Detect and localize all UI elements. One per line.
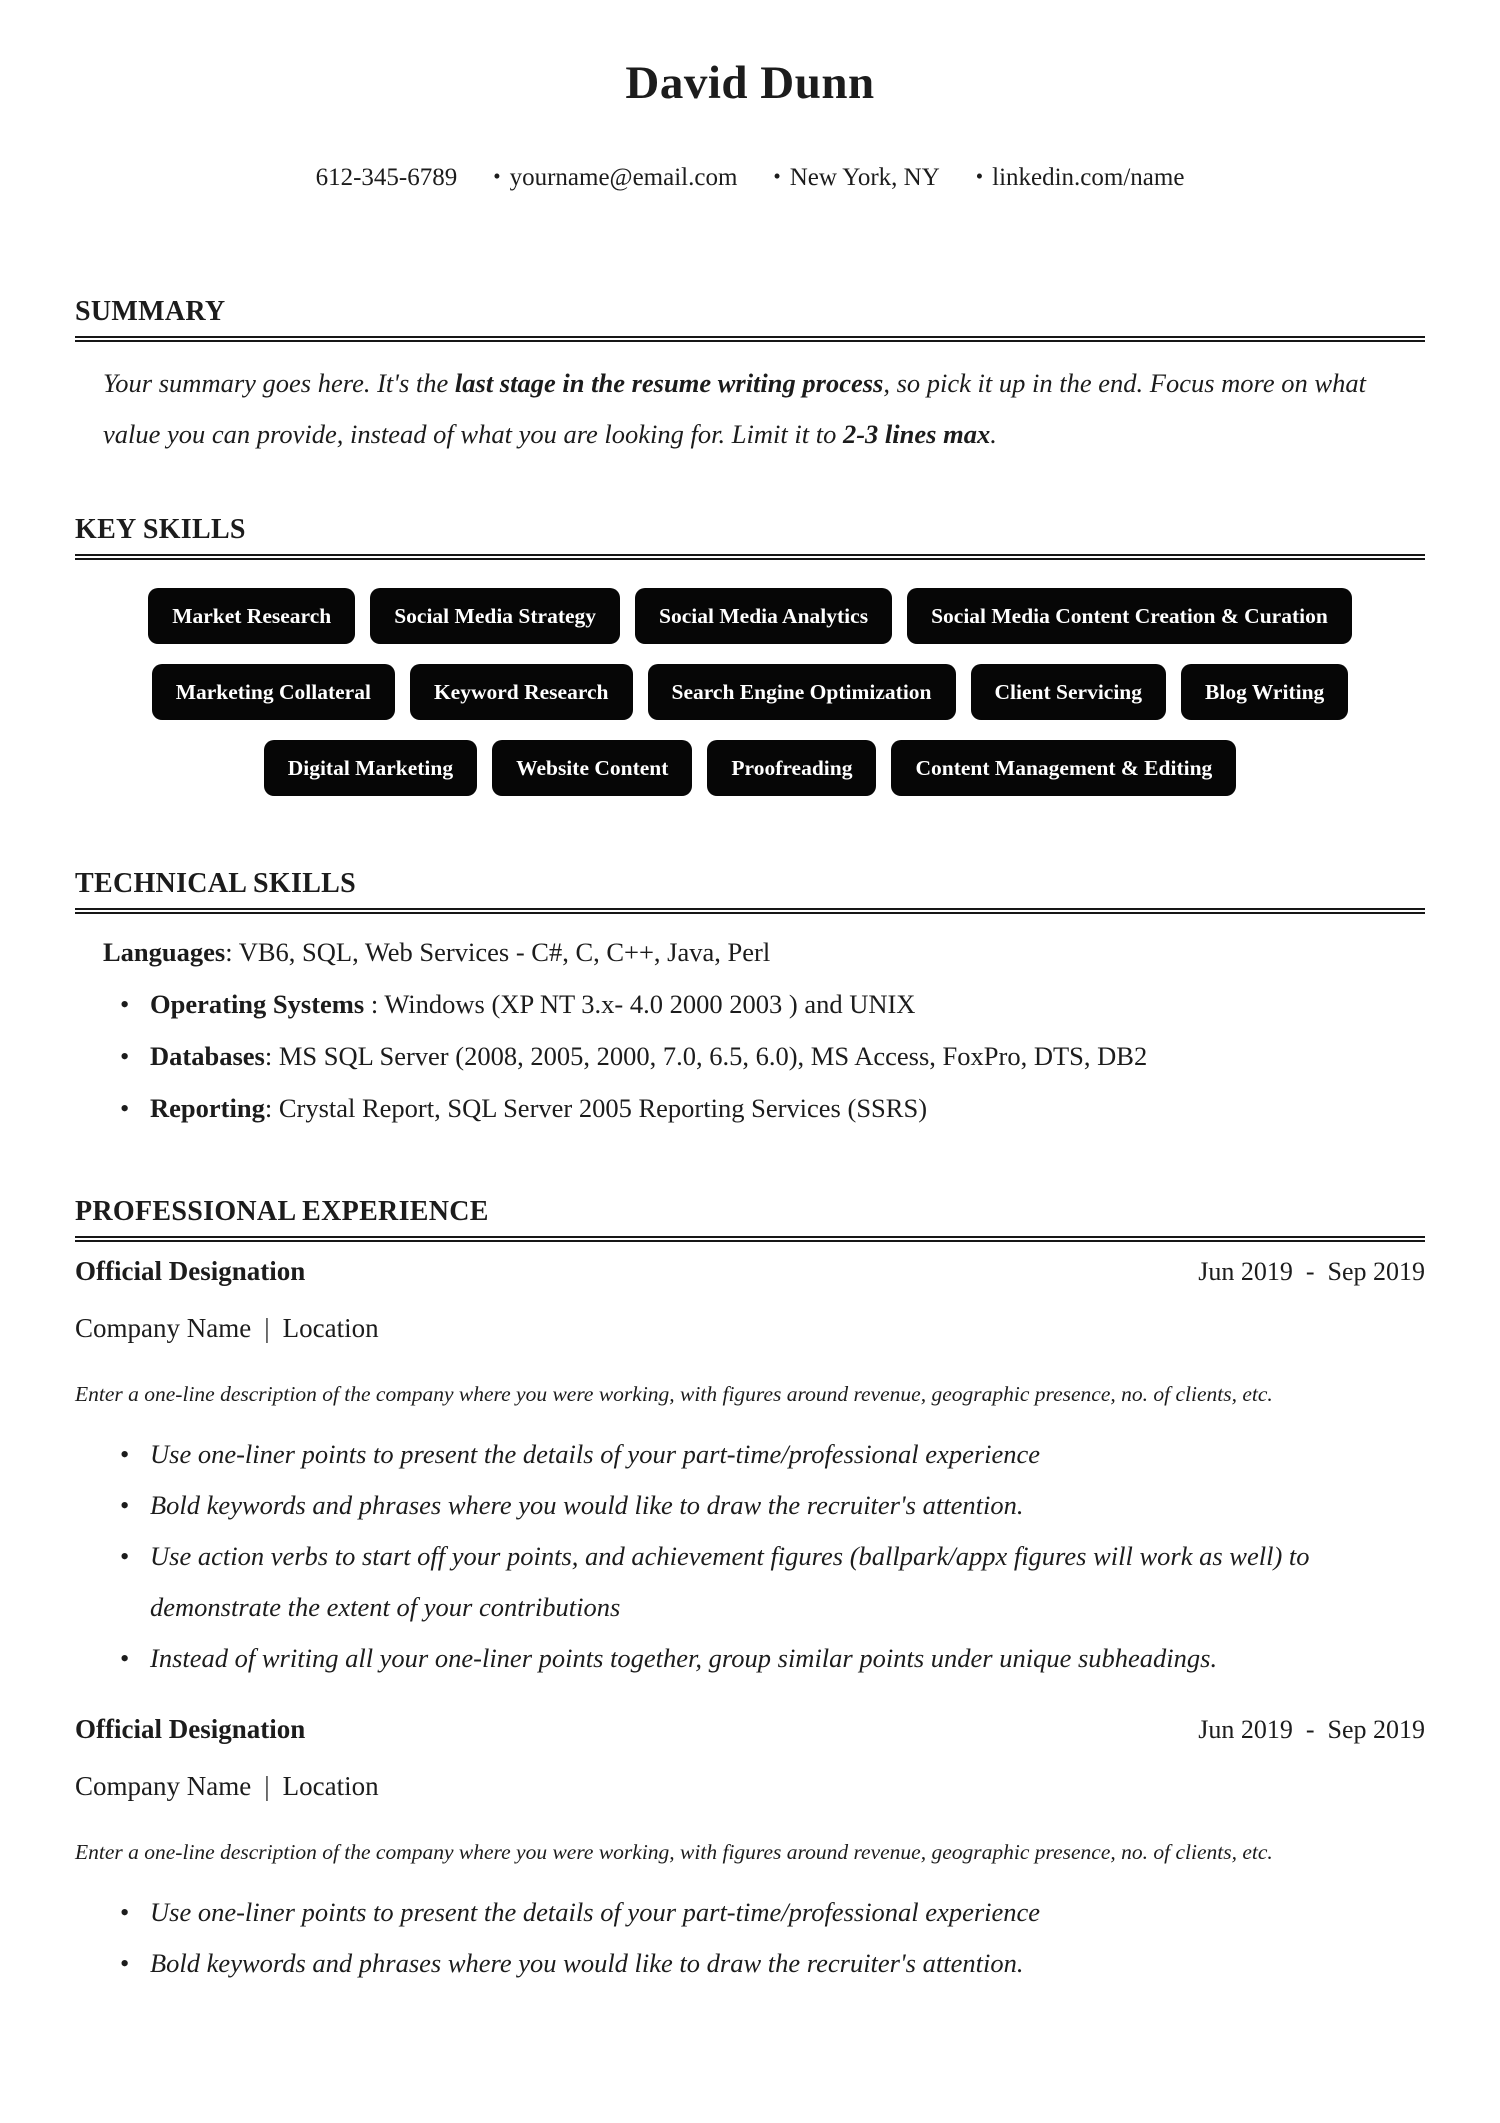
email-text: yourname@email.com: [509, 164, 738, 191]
tech-skill-label: Reporting: [150, 1093, 265, 1123]
skill-pill-row: [75, 588, 1425, 644]
company-location: Location: [282, 1313, 379, 1343]
company-line: [75, 1313, 1425, 1344]
date-range: Jun 2019 - Sep 2019: [1198, 1257, 1425, 1286]
bullet-separator-icon: •: [975, 164, 984, 188]
experience-bullet-list: [75, 1887, 1425, 1989]
section-summary: [75, 296, 1425, 460]
experience-bullet: • Use action verbs to start off your points, and achievement figures (ballpark/appx figures will work as well) to demonstrate the extent of your contributions: [75, 1531, 1425, 1633]
contact-email: [493, 164, 737, 192]
skill-pill: Website Content: [492, 740, 692, 796]
skill-pill: Social Media Analytics: [635, 588, 892, 644]
experience-bullet: • Use one-liner points to present the details of your part-time/professional experience: [75, 1887, 1425, 1938]
bullet-separator-icon: •: [773, 164, 781, 188]
tech-skill-list: [103, 978, 1425, 1134]
skill-pill: Social Media Content Creation & Curation: [907, 588, 1352, 644]
company-name: Company Name: [75, 1771, 252, 1801]
tech-skill-item: [103, 1030, 1425, 1082]
experience-bullet: • Instead of writing all your one-liner points together, group similar points under unique subheadings.: [75, 1633, 1425, 1684]
section-key-skills: [75, 514, 1425, 796]
tech-skill-label: Databases: [150, 1041, 265, 1071]
contact-linkedin: [976, 164, 1185, 192]
technical-skills-section-title: TECHNICAL SKILLS: [75, 868, 1425, 914]
skill-pill: Social Media Strategy: [370, 588, 620, 644]
key-skills-section-title: KEY SKILLS: [75, 514, 1425, 560]
skill-pill: Client Servicing: [971, 664, 1167, 720]
company-location: Location: [282, 1771, 379, 1801]
resume-header: [75, 56, 1425, 192]
experience-entry-header: [75, 1256, 1425, 1287]
location-text: New York, NY: [789, 164, 940, 191]
tech-skill-label: Operating Systems: [150, 989, 365, 1019]
skill-pill: Content Management & Editing: [891, 740, 1236, 796]
contact-line: [75, 164, 1425, 192]
experience-bullet: • Use one-liner points to present the details of your part-time/professional experience: [75, 1429, 1425, 1480]
candidate-name: David Dunn: [625, 57, 875, 109]
experience-bullet: • Bold keywords and phrases where you would like to draw the recruiter's attention.: [75, 1938, 1425, 1989]
tech-skill-value: : Crystal Report, SQL Server 2005 Reporting Services (SSRS): [264, 1093, 928, 1123]
pipe-divider: |: [264, 1313, 270, 1343]
skill-pill: Market Research: [148, 588, 355, 644]
tech-skill-item: [103, 1082, 1425, 1134]
skill-pill: Marketing Collateral: [152, 664, 395, 720]
company-name: Company Name: [75, 1313, 252, 1343]
skill-pill: Proofreading: [707, 740, 876, 796]
skill-pill-row: [75, 664, 1425, 720]
tech-skill-value: : VB6, SQL, Web Services - C#, C, C++, Java, Perl: [225, 937, 771, 967]
experience-entry-header: [75, 1714, 1425, 1745]
experience-bullet: • Bold keywords and phrases where you would like to draw the recruiter's attention.: [75, 1480, 1425, 1531]
company-description: Enter a one-line description of the company where you were working, with figures around revenue, geographic presence, no. of clients, etc.: [75, 1382, 1273, 1406]
tech-skill-item: [103, 978, 1425, 1030]
summary-text: Your summary goes here. It's the last stage in the resume writing process, so pick it up in the end. Focus more on what value you can provide, instead of what you are looking for. Limit it to 2-3 lines max.: [103, 368, 1366, 449]
skill-pill: Digital Marketing: [264, 740, 477, 796]
phone-text: 612-345-6789: [315, 164, 458, 191]
skill-pill-row: [75, 740, 1425, 796]
experience-bullet-list: [75, 1429, 1425, 1684]
experience-entry: [75, 1256, 1425, 1684]
skill-pill: Blog Writing: [1181, 664, 1348, 720]
technical-skills-body: [75, 926, 1425, 1134]
pipe-divider: |: [264, 1771, 270, 1801]
section-technical-skills: [75, 868, 1425, 1134]
experience-entry: [75, 1714, 1425, 1989]
company-description: Enter a one-line description of the company where you were working, with figures around revenue, geographic presence, no. of clients, etc.: [75, 1840, 1273, 1864]
tech-skill-languages: [103, 926, 1425, 978]
contact-location: [773, 164, 939, 192]
skill-pill: Search Engine Optimization: [648, 664, 956, 720]
linkedin-text: linkedin.com/name: [992, 164, 1185, 191]
summary-section-title: SUMMARY: [75, 296, 1425, 342]
skill-pill: Keyword Research: [410, 664, 633, 720]
designation: Official Designation: [75, 1714, 306, 1744]
tech-skill-value: : Windows (XP NT 3.x- 4.0 2000 2003 ) and UNIX: [364, 989, 916, 1019]
designation: Official Designation: [75, 1256, 306, 1286]
company-line: [75, 1771, 1425, 1802]
tech-skill-value: : MS SQL Server (2008, 2005, 2000, 7.0, 6.5, 6.0), MS Access, FoxPro, DTS, DB2: [264, 1041, 1148, 1071]
skill-pill-rows: [75, 588, 1425, 796]
tech-skill-label: Languages: [103, 937, 226, 967]
experience-section-title: PROFESSIONAL EXPERIENCE: [75, 1196, 1425, 1242]
bullet-separator-icon: •: [493, 164, 501, 188]
section-professional-experience: [75, 1196, 1425, 1989]
contact-phone: [316, 164, 458, 192]
date-range: Jun 2019 - Sep 2019: [1198, 1715, 1425, 1744]
